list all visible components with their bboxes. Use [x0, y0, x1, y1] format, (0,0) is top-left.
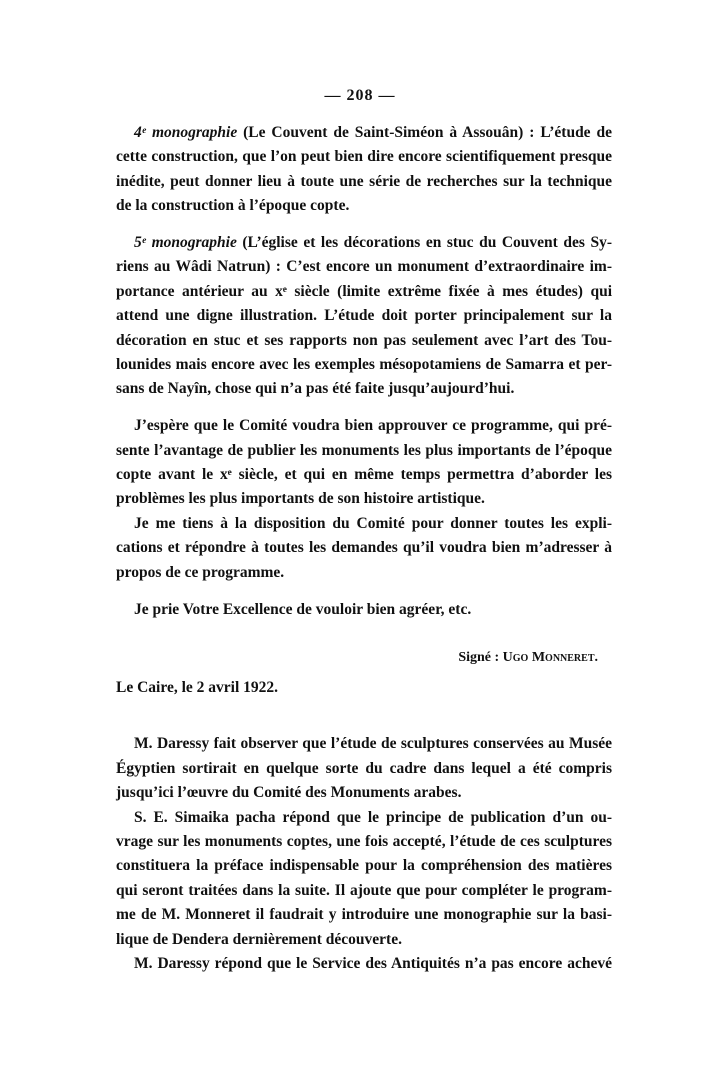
minutes-text [116, 732, 612, 976]
text-line [116, 732, 612, 756]
text-line [116, 561, 612, 585]
paragraph [116, 732, 612, 805]
text-line [116, 194, 612, 218]
text-line [116, 439, 612, 463]
line-text: copte avant le xᵉ siècle, et qui en même temps permettra d’aborder les [116, 466, 612, 484]
paragraph-lead: 4ᵉ monographie [134, 124, 238, 141]
line-text: problèmes les plus importants de son histoire artistique. [116, 490, 485, 508]
line-text: (Le Couvent de Saint-Siméon à Assouân) : L’étude de [237, 124, 612, 141]
line-text: de la construction à l’époque copte. [116, 197, 350, 215]
line-text: portance antérieur au xᵉ siècle (limite extrême fixée à mes études) qui [116, 282, 612, 300]
line-text: Égyptien sortirait en quelque sorte du cadre dans lequel a été compris [116, 759, 612, 777]
page-body [116, 121, 612, 976]
text-line [116, 928, 612, 952]
line-text: riens au Wâdi Natrun) : C’est encore un monument d’extraordinaire im- [116, 258, 612, 276]
line-text: sente l’avantage de publier les monuments les plus importants de l’époque [116, 441, 612, 459]
line-text: sans de Nayîn, chose qui n’a pas été faite jusqu’aujourd’hui. [116, 380, 515, 398]
line-text: J’espère que le Comité voudra bien approuver ce programme, qui pré- [134, 417, 612, 435]
text-line [116, 329, 612, 353]
line-text: inédite, peut donner lieu à toute une série de recherches sur la technique [116, 172, 612, 190]
line-text: propos de ce programme. [116, 563, 285, 581]
text-line [116, 255, 612, 279]
text-line [116, 512, 612, 536]
text-line [116, 280, 612, 304]
text-line [116, 463, 612, 487]
paragraph [116, 598, 612, 622]
text-line [116, 781, 612, 805]
line-text: décoration en stuc et ses rapports non pas seulement avec l’art des Tou- [116, 331, 612, 349]
text-line [116, 304, 612, 328]
paragraph [116, 414, 612, 512]
paragraph-lead: 5ᵉ monographie [134, 234, 237, 252]
page-number: — 208 — [324, 87, 396, 104]
line-text: lique de Dendera dernièrement découverte. [116, 930, 402, 948]
text-line [116, 231, 612, 255]
paragraph [116, 121, 612, 219]
signature-prefix: Signé : [458, 650, 503, 666]
text-line [116, 121, 612, 145]
line-text: (L’église et les décorations en stuc du Couvent des Sy- [236, 234, 612, 252]
line-text: vrage sur les monuments coptes, une fois accepté, l’étude de ces sculptures [116, 832, 612, 850]
text-line [116, 536, 612, 560]
line-text: me de M. Monneret il faudrait y introduire une monographie sur la basi- [116, 906, 612, 924]
text-line [116, 170, 612, 194]
paragraph [116, 806, 612, 952]
line-text: constituera la préface indispensable pour la compréhension des matières [116, 857, 612, 875]
line-text: M. Daressy fait observer que l’étude de sculptures conservées au Musée [134, 735, 612, 753]
line-text: qui seront traitées dans la suite. Il ajoute que pour compléter le program- [116, 881, 612, 899]
place-date: Le Caire, le 2 avril 1922. [116, 679, 279, 697]
text-line [116, 377, 612, 401]
line-text: S. E. Simaika pacha répond que le principe de publication d’un ou- [134, 808, 612, 826]
paragraph [116, 231, 612, 402]
paragraph [116, 952, 612, 976]
text-line [116, 806, 612, 830]
line-text: cette construction, que l’on peut bien dire encore scientifiquement presque [116, 148, 612, 166]
text-line [116, 353, 612, 377]
text-line [116, 830, 612, 854]
line-text: Je me tiens à la disposition du Comité pour donner toutes les expli- [134, 514, 612, 532]
text-line [116, 903, 612, 927]
line-text: lounides mais encore avec les exemples mésopotamiens de Samarra et per- [116, 356, 612, 374]
letter-text [116, 121, 612, 622]
text-line [116, 854, 612, 878]
paragraph [116, 512, 612, 585]
text-line [116, 145, 612, 169]
text-line [116, 487, 612, 511]
line-text: Je prie Votre Excellence de vouloir bien agréer, etc. [134, 600, 472, 618]
text-line [116, 598, 612, 622]
line-text: attend une digne illustration. L’étude doit porter principalement sur la [116, 307, 612, 325]
line-text: cations et répondre à toutes les demandes qu’il voudra bien m’adresser à [116, 539, 612, 557]
line-text: jusqu’ici l’œuvre du Comité des Monuments arabes. [116, 784, 462, 802]
text-line [116, 414, 612, 438]
text-line [116, 952, 612, 976]
signature [116, 646, 612, 670]
line-text: M. Daressy répond que le Service des Antiquités n’a pas encore achevé [134, 954, 612, 972]
text-line [116, 879, 612, 903]
signature-name: Ugo Monneret. [502, 650, 598, 666]
text-line [116, 757, 612, 781]
